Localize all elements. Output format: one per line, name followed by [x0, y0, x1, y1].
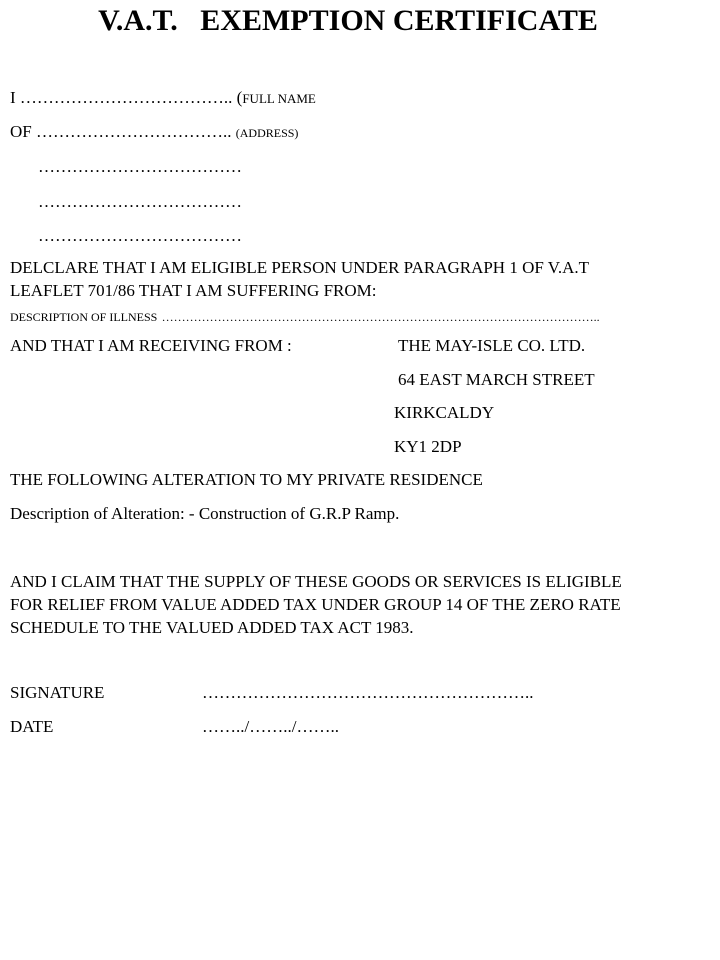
address-blank-line-2[interactable]: ……………………………… — [38, 192, 242, 211]
illness-blank[interactable]: ……………………………………………………………………………………………….. — [161, 310, 600, 324]
full-name-label: FULL NAME — [242, 91, 316, 106]
date-field[interactable]: ……../……../…….. — [202, 717, 339, 736]
address-row[interactable] — [10, 122, 298, 142]
supplier-name: THE MAY-ISLE CO. LTD. — [398, 336, 586, 355]
address-blank-line-1[interactable]: ……………………………… — [38, 157, 242, 176]
illness-row[interactable] — [10, 306, 600, 326]
full-name-row[interactable] — [10, 88, 316, 108]
signature-field[interactable]: ………………………………………………….. — [202, 683, 534, 702]
alteration-description: Description of Alteration: - Construction of G.R.P Ramp. — [10, 504, 400, 523]
supplier-street: 64 EAST MARCH STREET — [398, 370, 595, 389]
claim-text: AND I CLAIM THAT THE SUPPLY OF THESE GOODS OR SERVICES IS ELIGIBLE FOR RELIEF FROM VALUE ADDED TAX UNDER GROUP 14 OF THE ZERO RATE SCHEDULE TO THE VALUED ADDED TAX ACT 1983. — [10, 572, 622, 637]
signature-label: SIGNATURE — [10, 683, 105, 702]
date-label: DATE — [10, 717, 54, 736]
full-name-blank[interactable]: I ……………………………….. ( — [10, 88, 243, 107]
address-blank-line-3[interactable]: ……………………………… — [38, 226, 242, 245]
address-label: (ADDRESS) — [235, 126, 299, 140]
illness-label: DESCRIPTION OF ILLNESS — [10, 310, 158, 324]
alteration-heading: THE FOLLOWING ALTERATION TO MY PRIVATE RESIDENCE — [10, 470, 483, 489]
declaration-text: DELCLARE THAT I AM ELIGIBLE PERSON UNDER PARAGRAPH 1 OF V.A.T LEAFLET 701/86 THAT I AM SUFFERING FROM: — [10, 258, 590, 300]
supplier-town: KIRKCALDY — [394, 403, 495, 422]
supplier-postcode: KY1 2DP — [394, 437, 462, 456]
certificate-title: V.A.T. EXEMPTION CERTIFICATE — [98, 4, 598, 37]
receiving-label: AND THAT I AM RECEIVING FROM : — [10, 336, 292, 355]
address-blank[interactable]: OF …………………………….. — [10, 122, 236, 141]
